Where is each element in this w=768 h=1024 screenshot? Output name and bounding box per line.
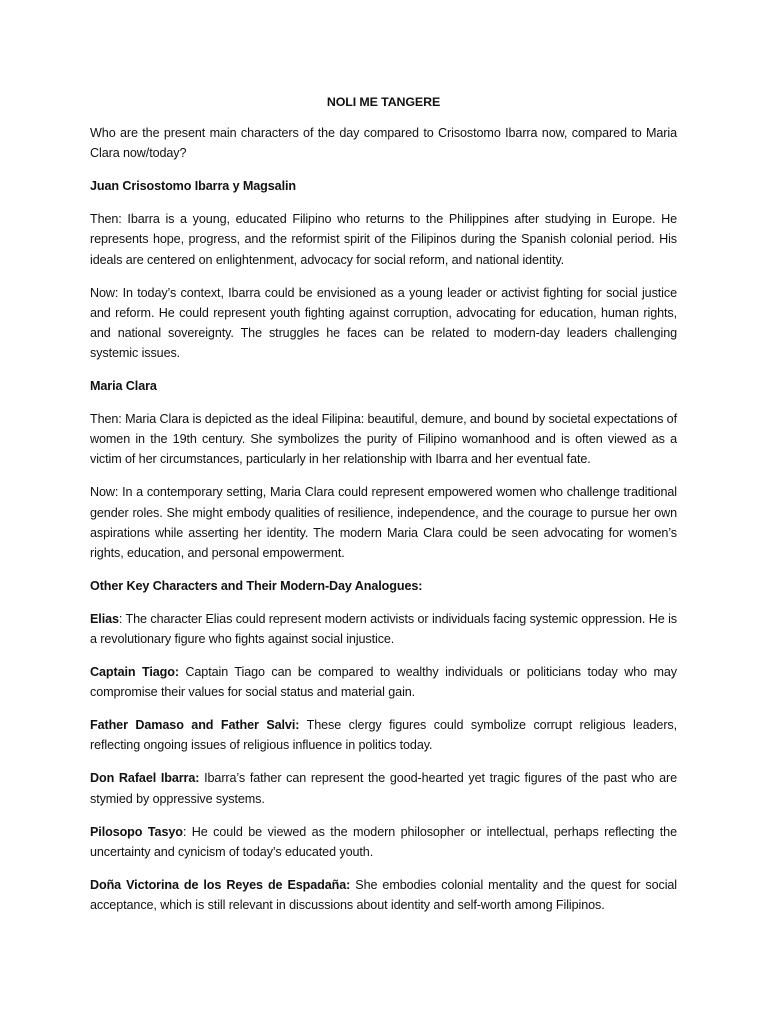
character-description: Ibarra’s father can represent the good-hearted yet tragic figures of the past who are stymied by oppressive systems. [90,771,677,806]
character-entry-dona-victorina [90,875,677,915]
character-name: Pilosopo Tasyo [90,824,183,839]
ibarra-now-paragraph: Now: In today’s context, Ibarra could be envisioned as a young leader or activist fighting for social justice and reform. He could represent youth fighting against corruption, advocating for education, human rights, and national sovereignty. The struggles he faces can be related to modern-day leaders challenging systemic issues. [90,285,677,360]
character-entry-captain-tiago [90,662,677,702]
character-description: The character Elias could represent modern activists or individuals facing systemic oppression. He is a revolutionary figure who fights against social injustice. [90,611,677,646]
character-description: He could be viewed as the modern philosopher or intellectual, perhaps reflecting the uncertainty and cynicism of today’s educated youth. [90,824,677,859]
character-name: Doña Victorina de los Reyes de Espadaña: [90,877,351,892]
ibarra-then-paragraph: Then: Ibarra is a young, educated Filipino who returns to the Philippines after studying in Europe. He represents hope, progress, and the reformist spirit of the Filipinos during the Spanish colonial period. His ideals are centered on enlightenment, advocacy for social reform, and national identity. [90,212,677,267]
character-description: These clergy figures could symbolize corrupt religious leaders, reflecting ongoing issues of religious influence in politics today. [90,718,678,753]
character-entry-father-damaso-salvi [90,715,677,755]
character-description: She embodies colonial mentality and the quest for social acceptance, which is still relevant in discussions about identity and self-worth among Filipinos. [90,877,677,912]
character-name: Elias [90,611,119,626]
other-characters-heading: Other Key Characters and Their Modern-Day Analogues: [90,578,423,593]
maria-clara-now-paragraph: Now: In a contemporary setting, Maria Clara could represent empowered women who challenge traditional gender roles. She might embody qualities of resilience, independence, and the courage to pursue her own aspirations while asserting her identity. The modern Maria Clara could be seen advocating for women’s rights, education, and personal empowerment. [90,485,677,560]
character-name: Captain Tiago: [90,665,179,680]
character-entry-don-rafael-ibarra [90,768,677,808]
character-description: Captain Tiago can be compared to wealthy individuals or politicians today who may compromise their values for social status and material gain. [90,665,677,700]
character-name: Father Damaso and Father Salvi: [90,718,300,733]
ibarra-heading: Juan Crisostomo Ibarra y Magsalin [90,179,296,194]
intro-question: Who are the present main characters of the day compared to Crisostomo Ibarra now, compared to Maria Clara now/today? [90,126,677,161]
document-page [90,92,677,928]
document-title: NOLI ME TANGERE [326,95,441,109]
maria-clara-then-paragraph: Then: Maria Clara is depicted as the ideal Filipina: beautiful, demure, and bound by societal expectations of women in the 19th century. She symbolizes the purity of Filipino womanhood and is often viewed as a victim of her circumstances, particularly in her relationship with Ibarra and her eventual fate. [90,412,677,467]
character-entry-elias: Elias: The character Elias could represent modern activists or individuals facing systemic oppression. He is a revolutionary figure who fights against social injustice. [90,611,677,646]
character-name: Don Rafael Ibarra: [90,771,200,786]
character-entry-pilosopo-tasyo: Pilosopo Tasyo: He could be viewed as the modern philosopher or intellectual, perhaps reflecting the uncertainty and cynicism of today’s educated youth. [90,824,677,859]
maria-clara-heading: Maria Clara [90,379,157,394]
